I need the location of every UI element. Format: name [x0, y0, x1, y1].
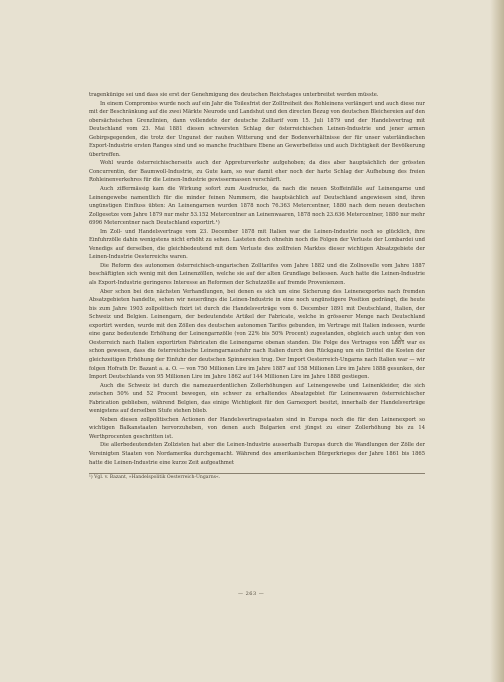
footnote: ¹) Vgl. v. Bazant, »Handelspolitik Oesterreich-Ungarns«. [89, 473, 425, 481]
paragraph: Wohl wurde österreichischerseits auch der Appreturverkehr aufgehoben; da dies aber hauptsächlich der grössten Concurrentin, der Baumwoll-Industrie, zu Gute kam, so war damit eher noch der harte Schlag der Aufhebung des freien Rohleinenverkehres für die Leinen-Industrie gewissermassen verschärft. [89, 160, 425, 184]
paragraph: Die Reform des autonomen österreichisch-ungarischen Zolltarifes vom Jahre 1882 und die Zollnovelle vom Jahre 1887 beschäftigten sich wenig mit den Leinenzöllen, welche sie auf der alten Grundlage beliessen. Auch hatte die Leinen-Industrie als Export-Industrie geringeres Interesse an Reformen der Schutzzölle auf fremde Provenienzen. [89, 262, 425, 287]
paragraph: In einem Compromiss wurde noch auf ein Jahr die Toilesfrist der Zolltreiheit des Rohleinens verlängert und auch diese nur mit der Beschränkung auf die zwei Märkte Neurode und Landshut und den directen Bezug von deutschen Bleichereien auf den obersächsischen Grenzlinien, dann vollendete der deutsche Zolltarif vom 15. Juli 1879 und der Handelsvertrag mit Deutschland vom 23. Mai 1881 diesen schwersten Schlag der österreichischen Leinen-Industrie und jener armen Gebirgsgegenden, die trotz der Ungunst der rauhen Witterung und der Bodenverhältnisse der für unser vaterländischen Export-Industrie ersten Ranges sind und so manche fruchtbare Ebene an Gewerbefleiss und auch Dichtigkeit der Bevölkerung übertreffen. [89, 100, 425, 158]
library-stamp-mark [392, 334, 406, 346]
paragraph: Aber schon bei den nächsten Verhandlungen, bei denen es sich um eine Sicherung des Leinenexportes nach fremden Absatzgebieten handelte, sehen wir neuerdings die Leinen-Industrie in eine noch ungünstigere Position gedrängt, die heute bis zum Jahre 1903 zollpolitisch fixirt ist durch die Handelsverträge vom 6. December 1891 mit Deutschland, Italien, der Schweiz und Belgien. Leinengarn, der bedeutendste Artikel der Fabricate, welche in grösserer Menge nach Deutschland exportirt werden, wurde mit den Zöllen des deutschen autonomen Tarifes gebunden, im Vertrage mit Italien indessen, wurde eine ganz bedeutende Erhöhung der Leinengarnzölle (von 22% bis 50% Procent) zugestanden, obgleich auch unter den von Oesterreich nach Italien exportirten Fabricaten die Leinengarne obenan standen. Die Folge des Vertrages von 1887 war es schon gewesen, dass die österreichische Leinengarnausfuhr nach Italien durch den Rückgang um ein Drittel die Kosten der gleichzeitigen Erhöhung der Einfuhr der deutschen Spinnereien trug. Der Import Oesterreich-Ungarns nach Italien war — wir folgen Hofrath Dr. Bazant a. a. O. — von 750 Millionen Lire im Jahre 1887 auf 158 Millionen Lire im Jahre 1888 gesunken, der Import Deutschlands von 95 Millionen Lire im Jahre 1862 auf 144 Millionen Lire im Jahre 1888 gestiegen. [89, 288, 425, 381]
paragraph: tragenkünige sei und dass sie erst der Genehmigung des deutschen Reichstages unterbreitet werden müsste. [89, 92, 379, 98]
paragraph: Neben diesen zollpolitischen Actionen der Handelsvertragsstaaten sind in Europa noch die für den Leinenexport so wichtigen Balkanstaaten hervorzuheben, von denen auch Bulgarien erst jüngst zu einer Zollerhöhung bis zu 14 Werthprocenten geschritten ist. [89, 416, 425, 440]
paragraph: Auch ziffermässig kam die Wirkung sofort zum Ausdrucke, da nach die neuen Stoffeinfälle auf Leinengarne und Leinengewebe namentlich für die minder feinen Nummern, die hauptsächlich auf Deutschland angewiesen sind, ihren ungünstigen Einfluss übten: An Leinengarnen wurden 1878 noch 76.363 Metercentner, 1880 nach dem neuen deutschen Zollgesetze vom Jahre 1879 nur mehr 53.152 Metercentner an Leinenwaaren, 1878 noch 23.636 Metercentner, 1880 nur mehr 6996 Metercentner nach Deutschland exportirt.¹) [89, 186, 425, 227]
paragraph: Die allerbedeutendsten Zollzisten hat aber die Leinen-Industrie ausserhalb Europas durch die Wandlungen der Zölle der Vereinigten Staaten von Nordamerika durchgemacht. Während des amerikanischen Bürgerkrieges der Jahre 1861 bis 1865 hatte die Leinen-Industrie eine kurze Zeit aufgeathmet [89, 442, 425, 466]
paragraph: Auch die Schweiz ist durch die namezuerdentlichen Zollerhöhungen auf Leinengewebe und Leinenkleider, die sich zwischen 50% und 52 Procent bewegen, ein schwer zu erhaltendes Absatzgebiet für Leinenwaaren österreichischer Fabrication geblieben, während Belgien, das einige Wichtigkeit für den Garnexport besitzt, innerhalb der Handelsverträge wenigstens auf derselben Stufe stehen blieb. [89, 382, 425, 415]
page-number: — 263 — [238, 591, 265, 597]
paragraph: Im Zoll- und Handelsvertrage vom 23. December 1878 mit Italien war die Leinen-Industrie noch so glücklich, ihre Einfuhrzölle dahin wenigstens nicht erhöht zu sehen. Lasteten doch ohnehin noch die Folgen der Verluste der Lombardei und Venedigs auf derselben, die gleichbedeutend mit dem Verluste des zollfreien Marktes dieser wichtigen Absatzgebiete der Leinen-Industrie Oesterreichs waren. [89, 228, 425, 261]
page-edge-shadow [490, 0, 504, 682]
body-text [89, 91, 425, 467]
